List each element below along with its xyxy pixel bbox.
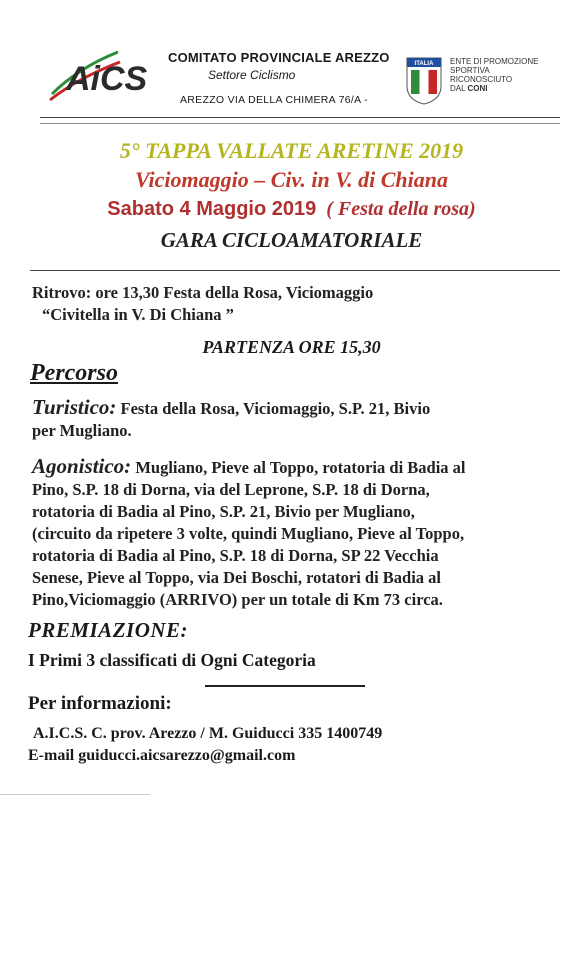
- route-title: Viciomaggio – Civ. in V. di Chiana: [135, 167, 448, 192]
- organization-block: [168, 50, 398, 106]
- aics-logo: [48, 48, 158, 106]
- stage-title: 5° TAPPA VALLATE ARETINE 2019: [119, 138, 464, 163]
- info-email: E-mail guiducci.aicsarezzo@gmail.com: [28, 747, 296, 764]
- race-date: Sabato 4 Maggio 2019: [107, 198, 317, 220]
- turistico-route: Festa della Rosa, Viciomaggio, S.P. 21, Bivio: [116, 399, 431, 418]
- org-sector: Settore Ciclismo: [208, 68, 296, 82]
- race-type-title: GARA CICLOAMATORIALE: [160, 228, 423, 252]
- ritrovo-line: Ritrovo: ore 13,30 Festa della Rosa, Viciomaggio: [32, 283, 374, 302]
- coni-recognition-text: ENTE DI PROMOZIONE SPORTIVA RICONOSCIUTO DAL CONI: [450, 57, 539, 93]
- org-name: COMITATO PROVINCIALE AREZZO: [168, 50, 390, 65]
- percorso-heading: Percorso: [30, 360, 118, 386]
- agonistico-route-line: Senese, Pieve al Toppo, via Dei Boschi, rotatori di Badia al: [32, 568, 442, 587]
- agonistico-route-line: (circuito da ripetere 3 volte, quindi Mugliano, Pieve al Toppo,: [32, 524, 465, 543]
- agonistico-route-line: Mugliano, Pieve al Toppo, rotatoria di Badia al: [131, 458, 466, 477]
- badge-label: ITALIA: [414, 61, 434, 67]
- short-divider: [205, 685, 365, 687]
- agonistico-route-line: rotatoria di Badia al Pino, S.P. 21, Bivio per Mugliano,: [32, 502, 415, 521]
- agonistico-route-line: Pino, S.P. 18 di Dorna, via del Leprone, S.P. 18 di Dorna,: [32, 480, 430, 499]
- info-heading: Per informazioni:: [28, 693, 172, 714]
- ritrovo-location: “Civitella in V. Di Chiana ”: [42, 305, 234, 324]
- start-time: PARTENZA ORE 15,30: [202, 337, 381, 357]
- italia-shield-icon: [405, 56, 443, 106]
- ritrovo-block: [32, 282, 552, 326]
- agonistico-route-line: Pino,Viciomaggio (ARRIVO) per un totale di Km 73 circa.: [32, 590, 443, 609]
- bottom-divider: [0, 794, 150, 795]
- info-contact: A.I.C.S. C. prov. Arezzo / M. Guiducci 335 1400749: [33, 725, 383, 742]
- agonistico-block: [32, 455, 552, 611]
- section-divider: [30, 270, 560, 271]
- turistico-block: Turistico: Festa della Rosa, Viciomaggio, S.P. 21, Bivio per Mugliano.: [32, 395, 431, 440]
- premiazione-heading: PREMIAZIONE:: [28, 618, 189, 642]
- header-divider-secondary: [40, 123, 560, 124]
- agonistico-route-line: rotatoria di Badia al Pino, S.P. 18 di Dorna, SP 22 Vecchia: [32, 546, 439, 565]
- org-address: AREZZO VIA DELLA CHIMERA 76/A -: [180, 94, 368, 106]
- header-divider: [40, 117, 560, 118]
- turistico-label: Turistico:: [32, 395, 117, 419]
- logo-text: AiCS: [66, 60, 148, 98]
- premiazione-text: I Primi 3 classificati di Ogni Categoria: [28, 650, 316, 670]
- date-title: [0, 198, 583, 221]
- event-name: ( Festa della rosa): [326, 198, 476, 220]
- agonistico-label: Agonistico:: [32, 454, 132, 478]
